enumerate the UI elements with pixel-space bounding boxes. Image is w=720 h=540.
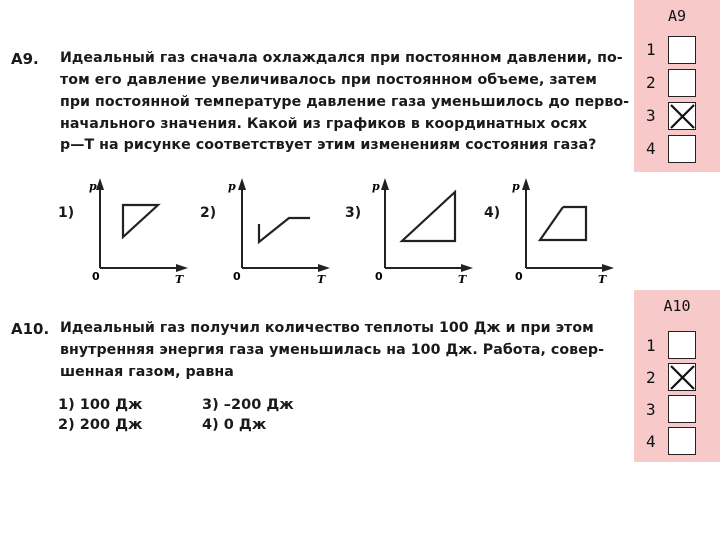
graph-4-label: 4) [484,205,501,221]
answer-panel-a9-title: A9 [667,7,687,25]
graph-4-origin: 0 [515,270,523,283]
question-a9-line-4: начального значения. Какой из графиков в координатных осях [60,116,588,132]
graph-2-T-label: T [317,273,326,286]
graph-2-curve [259,218,310,242]
graph-3-T-arrow [461,264,473,272]
a10-choice-2-label: 2 [646,368,656,387]
a10-option-2: 2) 200 Дж [58,417,143,433]
graph-4-curve [540,207,586,240]
a10-choice-4-checkbox[interactable] [668,427,696,455]
question-a10-number: A10. [11,320,50,338]
graph-4 [506,170,621,290]
graph-4-T-arrow [602,264,614,272]
a9-choice-1-label: 1 [646,40,656,59]
a10-choice-1-label: 1 [646,336,656,355]
graph-1 [80,170,195,290]
check-x-icon [669,364,697,392]
graph-2-origin: 0 [233,270,241,283]
graph-4-p-arrow [522,178,530,190]
a9-choice-1-checkbox[interactable] [668,36,696,64]
a10-option-1: 1) 100 Дж [58,397,143,413]
question-a10-line-2: внутренняя энергия газа уменьшилась на 100 Дж. Работа, совер- [60,342,605,358]
graph-1-T-label: T [175,273,184,286]
graph-1-T-arrow [176,264,188,272]
question-a9-number: A9. [11,50,39,68]
graph-1-label: 1) [58,205,75,221]
a10-choice-4-label: 4 [646,432,656,451]
graph-2 [222,170,337,290]
graph-2-p-label: p [228,180,236,193]
graph-4-p-label: p [512,180,520,193]
graph-3-origin: 0 [375,270,383,283]
graph-3 [365,170,480,290]
a10-option-4: 4) 0 Дж [202,417,267,433]
graph-1-p-arrow [96,178,104,190]
a9-choice-4-checkbox[interactable] [668,135,696,163]
a10-option-3: 3) –200 Дж [202,397,294,413]
a10-choice-2-checkbox[interactable] [668,363,696,391]
graph-3-T-label: T [458,273,467,286]
question-a9-line-3: при постоянной температуре давление газа уменьшилось до перво- [60,94,630,110]
answer-panel-a10 [634,290,720,462]
graph-3-p-arrow [381,178,389,190]
question-a9-line-1: Идеальный газ сначала охлаждался при постоянном давлении, по- [60,50,623,66]
graph-2-label: 2) [200,205,217,221]
graph-3-label: 3) [345,205,362,221]
question-a9-line-5: p—T на рисунке соответствует этим изменениям состояния газа? [60,137,597,153]
answer-panel-a10-title: A10 [663,297,691,315]
a10-choice-3-label: 3 [646,400,656,419]
graph-2-p-arrow [238,178,246,190]
a9-choice-4-label: 4 [646,139,656,158]
graph-3-cycle [402,192,455,241]
graph-3-p-label: p [372,180,380,193]
a10-choice-3-checkbox[interactable] [668,395,696,423]
question-a9-line-2: том его давление увеличивалось при постоянном объеме, затем [60,72,597,88]
graph-4-T-label: T [598,273,607,286]
a9-choice-2-label: 2 [646,73,656,92]
a10-choice-1-checkbox[interactable] [668,331,696,359]
a9-choice-3-label: 3 [646,106,656,125]
a9-choice-2-checkbox[interactable] [668,69,696,97]
graph-1-cycle [123,205,158,237]
a9-choice-3-checkbox[interactable] [668,102,696,130]
check-x-icon [669,103,697,131]
graph-1-p-label: p [89,180,97,193]
graph-1-origin: 0 [92,270,100,283]
graph-2-T-arrow [318,264,330,272]
question-a10-line-3: шенная газом, равна [60,364,234,380]
answer-panel-a9 [634,0,720,172]
question-a10-line-1: Идеальный газ получил количество теплоты 100 Дж и при этом [60,320,594,336]
